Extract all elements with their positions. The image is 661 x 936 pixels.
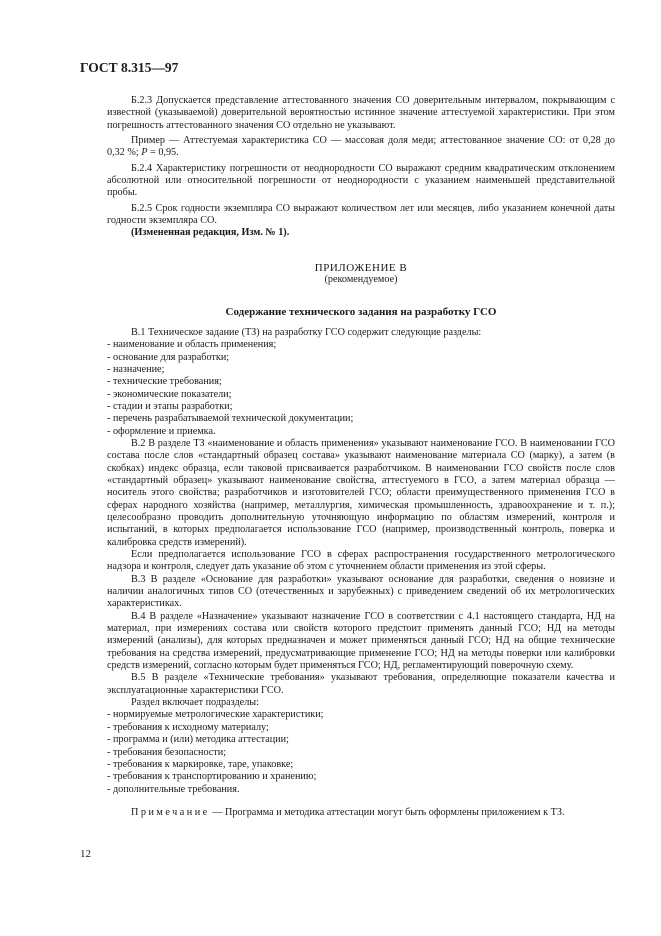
revision-note: (Измененная редакция, Изм. № 1). <box>131 227 290 239</box>
paragraph-b23: Б.2.3 Допускается представление аттестованного значения СО доверительным интервалом, покрывающим с известной (указываемой) доверительной вероятностью истинное значение аттестуемой характеристики. При этом погрешность аттестованного значения СО отдельно не указывают. <box>107 95 615 131</box>
paragraph-b25: Б.2.5 Срок годности экземпляра СО выражают количеством лет или месяцев, либо указанием конечной даты годности экземпляра СО. <box>107 202 615 227</box>
probability-symbol: P <box>141 147 148 159</box>
example-b23 <box>107 135 615 160</box>
list-item: - дополнительные требования. <box>107 783 240 795</box>
list-item: - требования к маркировке, таре, упаковке; <box>107 758 294 770</box>
v5-intro: Раздел включает подразделы: <box>131 697 259 709</box>
list-item: - нормируемые метрологические характеристики; <box>107 709 324 721</box>
example-text: Пример — Аттестуемая характеристика СО — массовая доля меди; аттестованное значение СО: от 0,28 до 0,32 %; <box>107 135 615 159</box>
list-item: - программа и (или) методика аттестации; <box>107 734 289 746</box>
example-tail: = 0,95. <box>147 147 179 159</box>
note-label: Примечание <box>131 806 210 818</box>
list-item: - требования безопасности; <box>107 746 227 758</box>
note-text: — Программа и методика аттестации могут быть оформлены приложением к ТЗ. <box>209 806 565 818</box>
list-item: - требования к транспортированию и хранению; <box>107 771 317 783</box>
list-item: - наименование и область применения; <box>107 339 277 351</box>
paragraph-v2-continued: Если предполагается использование ГСО в сферах распространения государственного метрологического надзора и контроля, следует дать указание об этом с уточнением области применения из этой сферы. <box>107 549 615 573</box>
appendix-subtitle: (рекомендуемое) <box>324 274 398 286</box>
list-item: - экономические показатели; <box>107 388 232 400</box>
list-item: - технические требования; <box>107 376 222 388</box>
paragraph-v2: В.2 В разделе ТЗ «наименование и область применения» указывают наименование ГСО. В наименовании ГСО состава после слов «стандартный образец состава» указывают наименование материала СО (марку), а затем (в скобках) индекс образца, если таковой присваивается разработчиком. В наименовании ГСО свойств после слов «стандартный образец» указывают наименование свойства, аттестуемого в ГСО, а затем материал образца — носитель этого свойства; разработчиков и изготовителей ГСО; области преимущественного применения ГСО в сферах народного хозяйства (например, металлургия, химическая промышленность, здравоохранение и т. п.); целесообразно проводить дополнительную уточняющую информацию по областям измерений, контроля и испытаний, в которых предполагается использование ГСО (например, производственный контроль, поверка и калибровка средств измерений). <box>107 437 615 548</box>
paragraph-v5: В.5 В разделе «Технические требования» указывают требования, определяющие показатели качества и эксплуатационные характеристики ГСО. <box>107 672 615 696</box>
list-item: - назначение; <box>107 363 165 375</box>
paragraph-v1: В.1 Техническое задание (ТЗ) на разработку ГСО содержит следующие разделы: <box>131 326 482 338</box>
paragraph-v3: В.3 В разделе «Основание для разработки» указывают основание для разработки, сведения о новизне и наличии аналогичных типов СО (отечественных и зарубежных) с приведением сведений об их метрологических характеристиках. <box>107 573 615 610</box>
list-item: - перечень разрабатываемой технической документации; <box>107 413 354 425</box>
v1-list <box>107 339 615 438</box>
list-item: - оформление и приемка. <box>107 425 216 437</box>
appendix-title: ПРИЛОЖЕНИЕ В <box>314 261 408 274</box>
page-content <box>107 95 615 819</box>
v5-list <box>107 709 615 795</box>
document-header: ГОСТ 8.315—97 <box>80 60 179 75</box>
list-item: - стадии и этапы разработки; <box>107 400 233 412</box>
list-item: - основание для разработки; <box>107 351 230 363</box>
paragraph-b24: Б.2.4 Характеристику погрешности от неоднородности СО выражают средним квадратическим отклонением абсолютной или относительной погрешности от неоднородности с указанием наименьшей представительной пробы. <box>107 162 615 199</box>
section-title: Содержание технического задания на разработку ГСО <box>225 306 497 319</box>
paragraph-v4: В.4 В разделе «Назначение» указывают назначение ГСО в соответствии с 4.1 настоящего стандарта, НД на материал, при измерениях состава или свойств которого предстоит применять данный ГСО; НД на методы измерений (анализы), для которых предназначен и может применяться данный ГСО; НД на общие технические требования на средства измерений, предусматривающие применение ГСО; НД на методы поверки или калибровки средств измерений, согласно которым будет применяться ГСО; НД, регламентирующий поверочную схему. <box>107 610 615 672</box>
list-item: - требования к исходному материалу; <box>107 721 269 733</box>
note <box>107 807 615 819</box>
page-number: 12 <box>80 848 91 860</box>
